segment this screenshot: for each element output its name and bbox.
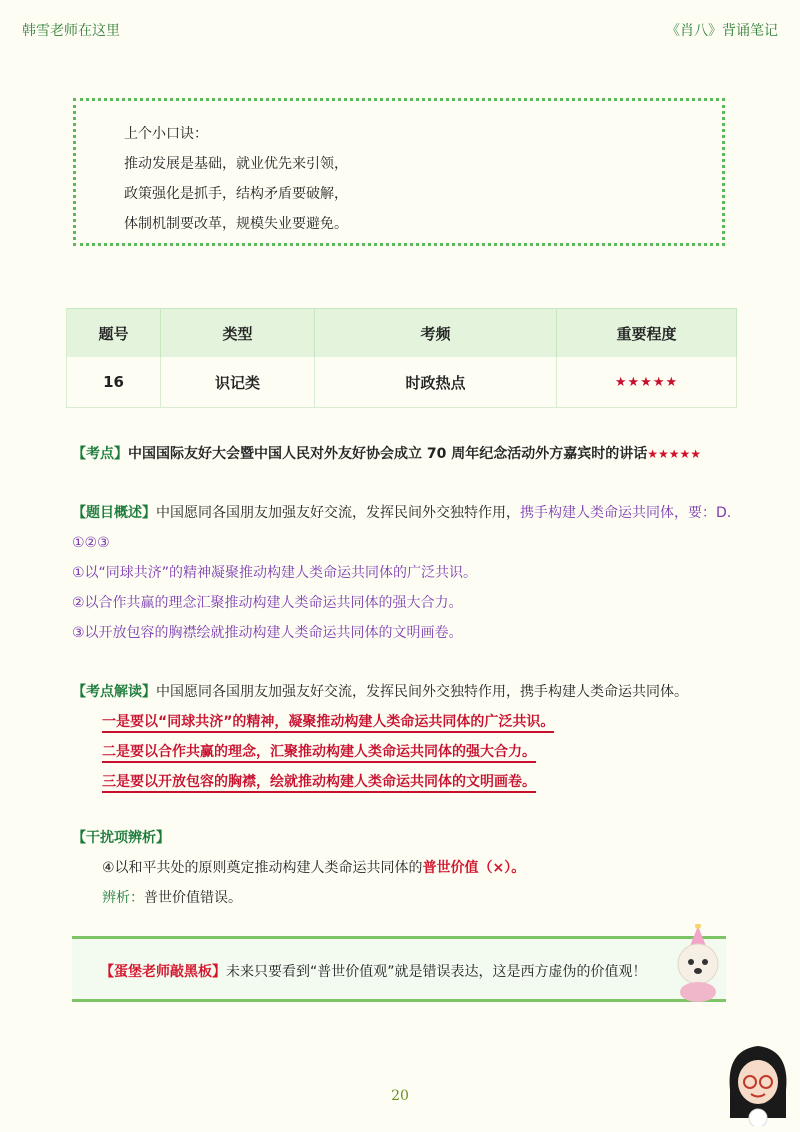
interpretation-point: 三是要以开放包容的胸襟，绘就推动构建人类命运共同体的文明画卷。 xyxy=(102,772,536,792)
table-header: 重要程度 xyxy=(557,309,737,358)
kaodian-text: 中国国际友好大会暨中国人民对外友好协会成立 70 周年纪念活动外方嘉宾时的讲话 xyxy=(128,446,648,462)
teacher-note-banner xyxy=(72,936,726,1002)
analysis-label: 辨析： xyxy=(102,890,144,906)
table-header: 类型 xyxy=(161,309,315,358)
kaodian-tag: 【考点】 xyxy=(72,446,128,462)
teacher-note xyxy=(100,961,647,981)
kaodian-stars: ★★★★★ xyxy=(647,447,702,461)
table-cell: 时政热点 xyxy=(315,357,557,408)
overview-item: ③以开放包容的胸襟绘就推动构建人类命运共同体的文明画卷。 xyxy=(72,625,463,641)
mnemonic-line: 体制机制要改革，规模失业要避免。 xyxy=(124,216,348,232)
analysis-text: 普世价值错误。 xyxy=(144,890,242,906)
distractor-analysis xyxy=(102,888,242,908)
teacher-note-text: 未来只要看到“普世价值观”就是错误表达，这是西方虚伪的价值观！ xyxy=(226,964,647,980)
question-info-table xyxy=(66,308,737,408)
distractor-tag: 【干扰项辨析】 xyxy=(72,830,170,846)
interpretation-text: 中国愿同各国朋友加强友好交流，发挥民间外交独特作用，携手构建人类命运共同体。 xyxy=(156,684,688,700)
overview-answer: ①②③ xyxy=(72,535,110,551)
teacher-avatar-icon xyxy=(722,1040,794,1126)
kaodian-line xyxy=(72,444,701,464)
table-header: 题号 xyxy=(67,309,161,358)
table-header-row xyxy=(67,309,737,358)
header-left-title: 韩雪老师在这里 xyxy=(22,23,120,39)
table-row xyxy=(67,357,737,408)
interpretation-point: 二是要以合作共赢的理念，汇聚推动构建人类命运共同体的强大合力。 xyxy=(102,742,536,762)
mnemonic-line: 推动发展是基础，就业优先来引领， xyxy=(124,156,348,172)
header-right-title: 《肖八》背诵笔记 xyxy=(666,23,778,39)
mnemonic-box xyxy=(73,98,725,246)
page-number: 20 xyxy=(391,1088,409,1104)
distractor-highlight: 普世价值（×）。 xyxy=(422,860,526,876)
importance-stars: ★★★★★ xyxy=(557,357,737,408)
interpretation-line xyxy=(72,682,688,702)
table-header: 考频 xyxy=(315,309,557,358)
table-cell: 16 xyxy=(67,357,161,408)
overview-line xyxy=(72,503,742,523)
table-cell: 识记类 xyxy=(161,357,315,408)
teacher-note-tag: 【蛋堡老师敲黑板】 xyxy=(100,964,226,980)
overview-tag: 【题目概述】 xyxy=(72,505,156,521)
overview-item: ①以“同球共济”的精神凝聚推动构建人类命运共同体的广泛共识。 xyxy=(72,565,478,581)
interpretation-point: 一是要以“同球共济”的精神，凝聚推动构建人类命运共同体的广泛共识。 xyxy=(102,712,554,732)
overview-text: 中国愿同各国朋友加强友好交流，发挥民间外交独特作用， xyxy=(156,505,520,521)
interpretation-tag: 【考点解读】 xyxy=(72,684,156,700)
mnemonic-line: 政策强化是抓手，结构矛盾要破解， xyxy=(124,186,348,202)
distractor-text: ④以和平共处的原则奠定推动构建人类命运共同体的 xyxy=(102,860,423,876)
dog-mascot-icon xyxy=(668,924,728,1004)
overview-item: ②以合作共赢的理念汇聚推动构建人类命运共同体的强大合力。 xyxy=(72,595,463,611)
overview-question: 携手构建人类命运共同体，要：D. xyxy=(520,505,732,521)
distractor-option xyxy=(102,858,525,878)
mnemonic-line: 上个小口诀： xyxy=(124,126,208,142)
